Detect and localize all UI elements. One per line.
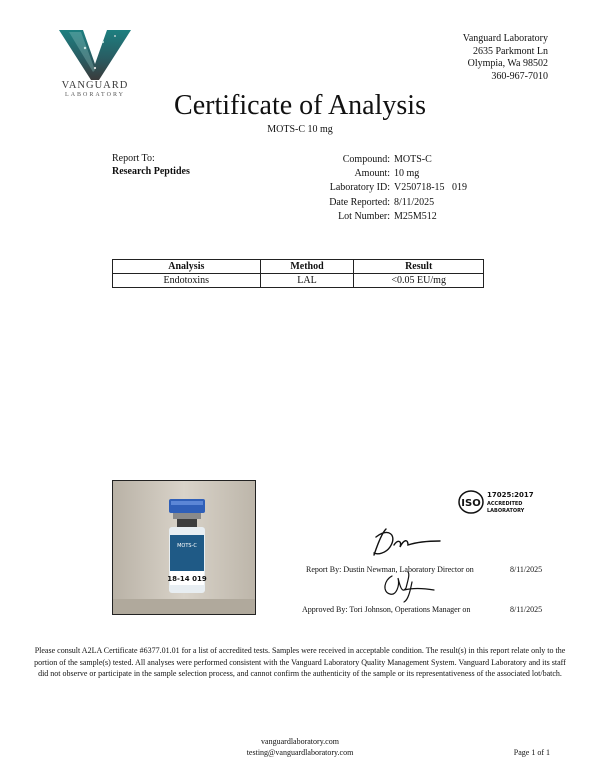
detail-value: V250718-15 019 (394, 182, 468, 194)
detail-row (280, 167, 467, 181)
table-cell: <0.05 EU/mg (354, 274, 484, 288)
iso-standard: 17025:2017 (487, 491, 534, 499)
page-number: Page 1 of 1 (513, 748, 550, 757)
address-phone: 360-967-7010 (491, 70, 548, 82)
iso-accreditation-badge (457, 488, 553, 516)
address-city: Olympia, Wa 98502 (467, 58, 548, 69)
approved-by-line: Approved By: Tori Johnson, Operations Manager on (302, 605, 471, 614)
director-signature (368, 525, 442, 559)
vial-photo (112, 480, 256, 615)
manager-signature (378, 568, 438, 604)
report-by-date: 8/11/2025 (510, 565, 543, 574)
detail-value: 10 mg (394, 168, 420, 180)
detail-label: Laboratory ID: (329, 182, 390, 194)
vial-label-text: MOTS-C (177, 543, 197, 549)
detail-value: MOTS-C (394, 154, 432, 165)
detail-label: Compound: (342, 154, 390, 165)
detail-row (280, 153, 467, 167)
report-to-client: Research Peptides (112, 166, 190, 177)
column-header: Method (260, 260, 354, 274)
report-to-label: Report To: (112, 153, 155, 164)
detail-row (280, 196, 467, 210)
report-by-line: Report By: Dustin Newman, Laboratory Director on (306, 565, 474, 574)
logo-subtitle: LABORATORY (65, 92, 125, 98)
iso-logo-text: ISO (461, 498, 481, 509)
detail-label: Date Reported: (329, 196, 390, 208)
table-row (113, 274, 484, 288)
detail-row (280, 210, 467, 224)
approved-by-date: 8/11/2025 (510, 605, 543, 614)
disclaimer-text: Please consult A2LA Certificate #6377.01.01 for a list of accredited tests. Samples were received in acceptable condition. The result(s) in this report relate only to the portion of the sample(s) tested. All analyses were performed consistent with the Vanguard Laboratory Quality Management System. Vanguard Laboratory and its staff did not observe or participate in the sample selection process, and cannot confirm the authenticity of the sample or its representativeness of the associated lot/batch. (34, 646, 566, 678)
page-subtitle: MOTS-C 10 mg (267, 124, 333, 135)
column-header: Analysis (113, 260, 261, 274)
detail-label: Lot Number: (338, 210, 390, 222)
address-street: 2635 Parkmont Ln (473, 45, 548, 57)
lab-address (463, 33, 548, 83)
table-header-row (113, 260, 484, 274)
results-table (112, 259, 484, 288)
footer-website: vanguardlaboratory.com (261, 737, 339, 746)
address-company: Vanguard Laboratory (462, 33, 548, 44)
vial-lot-text: 18-14 019 (167, 575, 207, 583)
column-header: Result (354, 260, 484, 274)
detail-label: Amount: (354, 168, 390, 180)
table-cell: Endotoxins (113, 274, 261, 288)
page-title: Certificate of Analysis (174, 90, 426, 121)
detail-value: 8/11/2025 (394, 196, 435, 208)
detail-value: M25M512 (394, 210, 437, 222)
iso-line2: LABORATORY (487, 508, 525, 514)
detail-row (280, 181, 467, 195)
iso-line1: ACCREDITED (487, 501, 523, 507)
sample-details (280, 153, 467, 224)
logo-wordmark: VANGUARD (61, 80, 129, 91)
footer-email: testing@vanguardlaboratory.com (246, 748, 354, 757)
table-cell: LAL (260, 274, 354, 288)
